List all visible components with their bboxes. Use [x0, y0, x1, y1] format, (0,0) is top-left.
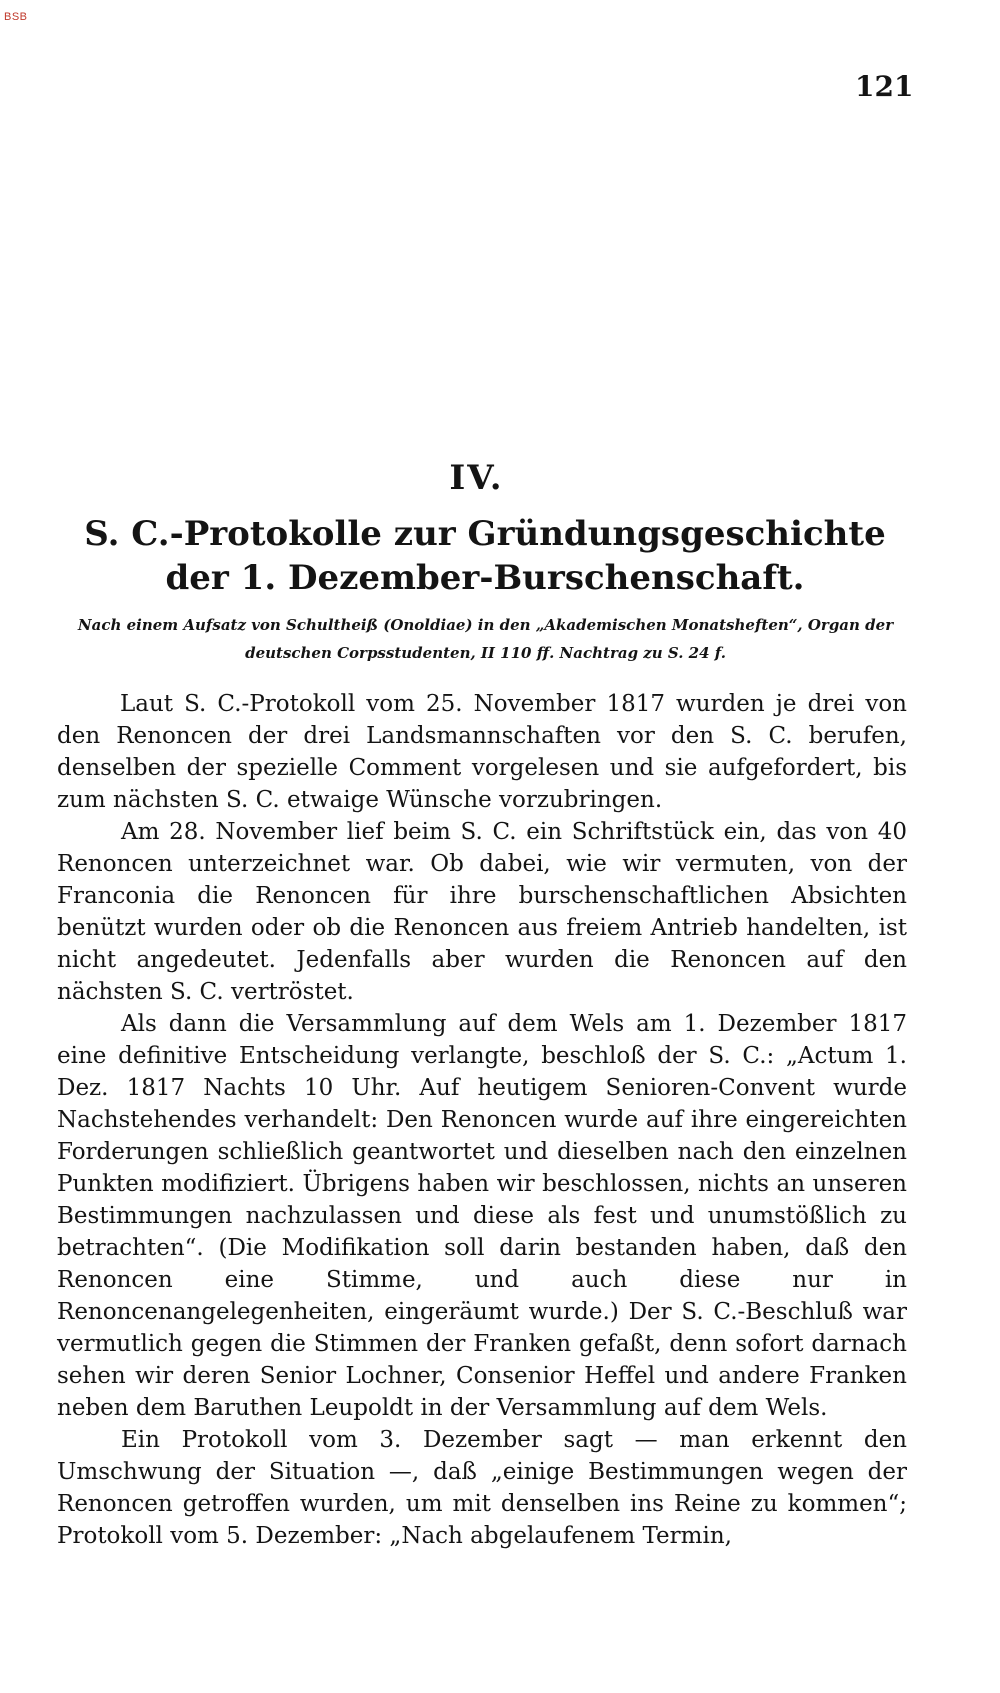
source-note: Nach einem Aufsatz von Schultheiß (Onoldiae) in den „Akademischen Monatsheften“, Organ der deutschen Corpsstudenten, II 110 ff. Nachtrag zu S. 24 f.	[77, 616, 894, 662]
library-watermark: BSB	[4, 11, 28, 23]
page-number: 121	[855, 70, 914, 103]
paragraph: Laut S. C.-Protokoll vom 25. November 1817 wurden je drei von den Renoncen der drei Landsmannschaften vor den S. C. berufen, denselben der spezielle Comment vorgelesen und sie aufgefordert, bis zum nächsten S. C. etwaige Wünsche vorzubringen.	[57, 691, 907, 813]
body-text	[57, 688, 907, 1552]
chapter-number: IV.	[449, 458, 504, 498]
chapter-title: S. C.-Protokolle zur Gründungsgeschichte der 1. Dezember-Burschenschaft.	[84, 514, 886, 598]
paragraph: Ein Protokoll vom 3. Dezember sagt — man erkennt den Umschwung der Situation —, daß „einige Bestimmungen wegen der Renoncen getroffen wurden, um mit denselben ins Reine zu kommen“; Protokoll vom 5. Dezember: „Nach abgelaufenem Termin,	[57, 1427, 907, 1549]
paragraph: Am 28. November lief beim S. C. ein Schriftstück ein, das von 40 Renoncen unterzeichnet war. Ob dabei, wie wir vermuten, von der Franconia die Renoncen für ihre burschenschaftlichen Absichten benützt wurden oder ob die Renoncen aus freiem Antrieb handelten, ist nicht angedeutet. Jedenfalls aber wurden die Renoncen auf den nächsten S. C. vertröstet.	[57, 819, 907, 1005]
paragraph: Als dann die Versammlung auf dem Wels am 1. Dezember 1817 eine definitive Entscheidung verlangte, beschloß der S. C.: „Actum 1. Dez. 1817 Nachts 10 Uhr. Auf heutigem Senioren-Convent wurde Nachstehendes verhandelt: Den Renoncen wurde auf ihre eingereichten Forderungen schließlich geantwortet und dieselben nach den einzelnen Punkten modifiziert. Übrigens haben wir beschlossen, nichts an unseren Bestimmungen nachzulassen und diese als fest und unumstößlich zu betrachten“. (Die Modifikation soll darin bestanden haben, daß den Renoncen eine Stimme, und auch diese nur in Renoncenangelegenheiten, eingeräumt wurde.) Der S. C.-Beschluß war vermutlich gegen die Stimmen der Franken gefaßt, denn sofort darnach sehen wir deren Senior Lochner, Consenior Heffel und andere Franken neben dem Baruthen Leupoldt in der Versammlung auf dem Wels.	[57, 1011, 907, 1421]
